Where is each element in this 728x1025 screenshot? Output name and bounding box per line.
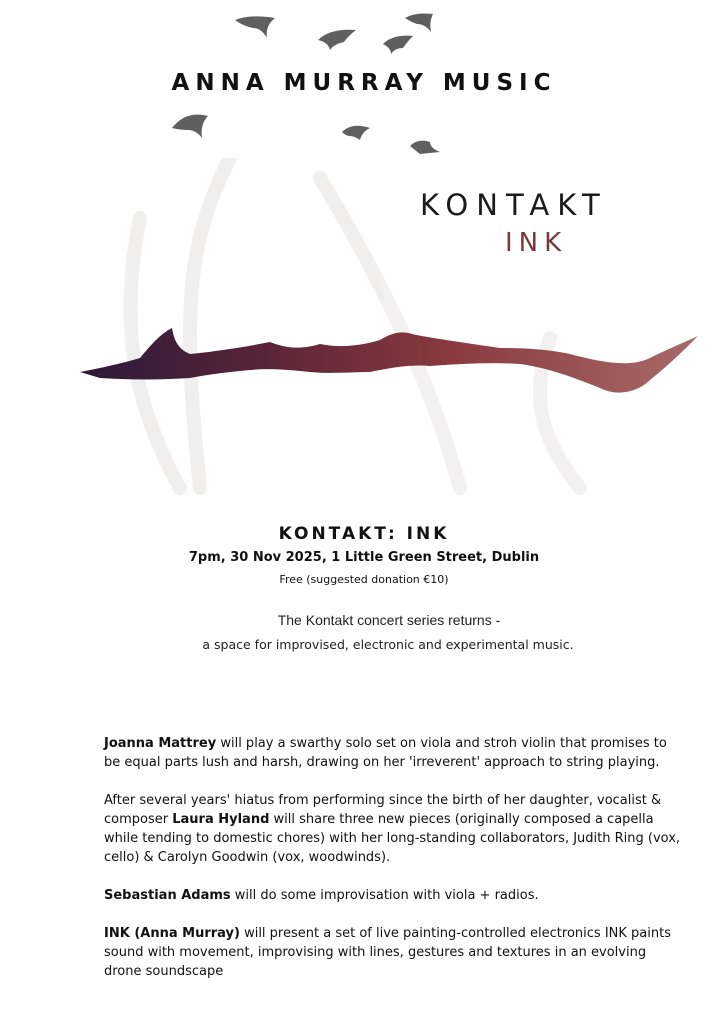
lineup-paragraph-2 xyxy=(104,791,684,867)
ink-stroke xyxy=(80,328,698,393)
tagline-line-1: The Kontakt concert series returns - xyxy=(277,612,501,628)
lineup-paragraph-4 xyxy=(104,924,684,981)
bird-7 xyxy=(410,141,440,154)
bird-3 xyxy=(383,36,413,54)
bird-5 xyxy=(172,115,208,139)
bird-6 xyxy=(342,126,370,140)
performer-name: Joanna Mattrey xyxy=(104,736,217,751)
ink-logo-word: INK xyxy=(505,228,568,258)
lineup-paragraph-1 xyxy=(104,734,684,772)
kontakt-logo-word: KONTAKT xyxy=(420,188,608,222)
bird-1 xyxy=(235,16,275,38)
event-date-location: 7pm, 30 Nov 2025, 1 Little Green Street, Dublin xyxy=(188,550,540,565)
performer-text: will present a set of live painting-controlled electronics INK paints sound with movement, improvising with lines, gestures and textures in an evolving drone soundscape xyxy=(104,926,671,979)
performer-intro: After several years' hiatus from performing since the birth of her daughter, vocalist & composer xyxy=(104,793,662,827)
performer-name: INK (Anna Murray) xyxy=(104,926,240,941)
performer-text: will do some improvisation with viola + radios. xyxy=(230,888,539,903)
event-title: KONTAKT: INK xyxy=(278,524,450,544)
lineup-paragraph-3 xyxy=(104,886,684,905)
lineup-description xyxy=(104,734,684,1000)
tagline-line-2: a space for improvised, electronic and experimental music. xyxy=(202,637,574,652)
event-price: Free (suggested donation €10) xyxy=(279,573,449,586)
brand-title: ANNA MURRAY MUSIC xyxy=(171,70,557,96)
bird-4 xyxy=(405,14,433,33)
performer-text: will share three new pieces (originally composed a capella while tending to domestic chores) with her long-standing collaborators, Judith Ring (vox, cello) & Carolyn Goodwin (vox, woodwinds). xyxy=(104,812,681,865)
performer-name: Laura Hyland xyxy=(172,812,270,827)
bird-2 xyxy=(318,30,356,50)
performer-text: will play a swarthy solo set on viola and stroh violin that promises to be equal parts lush and harsh, drawing on her 'irreverent' approach to string playing. xyxy=(104,736,667,770)
performer-name: Sebastian Adams xyxy=(104,888,231,903)
